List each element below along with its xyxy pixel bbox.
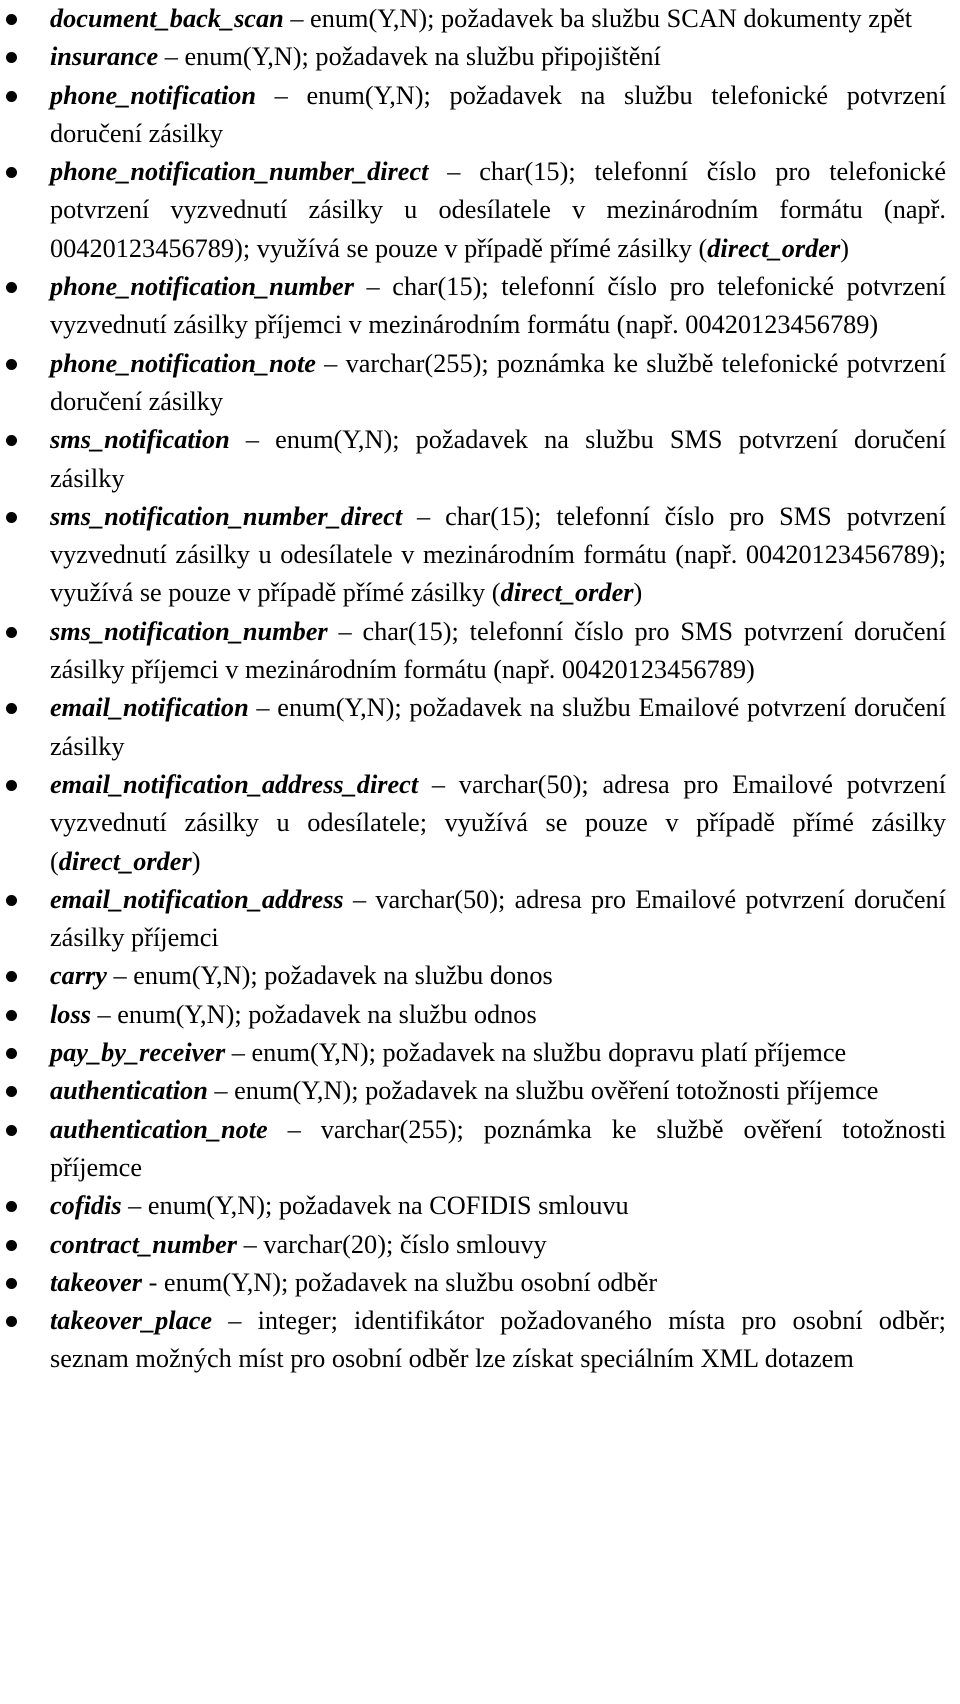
field-name: takeover [50, 1267, 143, 1297]
bullet-icon [6, 895, 17, 906]
field-name: authentication_note [50, 1114, 268, 1144]
list-item [0, 0, 950, 38]
field-description: varchar(20); číslo smlouvy [263, 1229, 547, 1259]
separator: – [225, 1038, 252, 1068]
field-description: varchar(255); poznámka ke službě telefonické potvrzení doručení zásilky [50, 348, 946, 416]
list-item [0, 1187, 950, 1225]
list-item [0, 766, 950, 881]
list-item [0, 77, 950, 154]
field-name: insurance [50, 42, 159, 72]
bullet-icon [6, 1086, 17, 1097]
bullet-icon [6, 435, 17, 446]
field-name: carry [50, 961, 107, 991]
field-name: email_notification_address [50, 884, 344, 914]
field-name: email_notification_address_direct [50, 769, 419, 799]
separator: – [248, 693, 278, 723]
field-description: enum(Y,N); požadavek na službu SMS potvrzení doručení zásilky [50, 425, 947, 493]
bullet-icon [6, 512, 17, 523]
field-description: varchar(255); poznámka ke službě ověření totožnosti příjemce [50, 1114, 947, 1182]
list-item [0, 1072, 950, 1110]
bullet-icon [6, 1201, 17, 1212]
field-name: phone_notification [50, 80, 257, 110]
field-description: enum(Y,N); požadavek na službu ověření totožnosti příjemce [234, 1076, 879, 1106]
separator: – [106, 961, 134, 991]
separator: – [418, 769, 459, 799]
separator: – [212, 1306, 258, 1336]
bullet-icon [6, 1278, 17, 1289]
field-reference: direct_order [707, 233, 841, 263]
list-item [0, 1111, 950, 1188]
field-name: email_notification [50, 693, 249, 723]
list-item [0, 268, 950, 345]
separator: - [142, 1267, 164, 1297]
separator: – [353, 272, 393, 302]
separator: – [237, 1229, 264, 1259]
list-item [0, 421, 950, 498]
list-item [0, 689, 950, 766]
field-name: takeover_place [50, 1306, 213, 1336]
list-item [0, 345, 950, 422]
bullet-icon [6, 627, 17, 638]
bullet-icon [6, 1048, 17, 1059]
field-description: char(15); telefonní číslo pro SMS potvrzení vyzvednutí zásilky u odesílatele v mezinárodním formátu (např. 00420123456789); využívá se pouze v případě přímé zásilky ( [50, 501, 946, 608]
list-item [0, 153, 950, 268]
list-item [0, 1226, 950, 1264]
description-tail: ) [191, 846, 201, 876]
bullet-icon [6, 282, 17, 293]
separator: – [402, 501, 446, 531]
field-description: enum(Y,N); požadavek na službu osobní odběr [163, 1267, 658, 1297]
bullet-icon [6, 1010, 17, 1021]
field-description: char(15); telefonní číslo pro SMS potvrzení doručení zásilky příjemci v mezinárodním formátu (např. 00420123456789) [50, 616, 946, 685]
field-name: authentication [50, 1076, 208, 1106]
field-description: enum(Y,N); požadavek na COFIDIS smlouvu [147, 1191, 629, 1221]
field-description: enum(Y,N); požadavek ba službu SCAN dokumenty zpět [310, 4, 913, 33]
field-name: sms_notification_number_direct [50, 501, 403, 531]
bullet-icon [6, 703, 17, 714]
field-name: contract_number [50, 1229, 238, 1259]
separator: – [327, 616, 363, 646]
bullet-icon [6, 91, 17, 102]
field-name: document_back_scan [50, 4, 284, 33]
bullet-icon [6, 167, 17, 178]
separator: – [343, 884, 376, 914]
field-description: enum(Y,N); požadavek na službu odnos [117, 999, 537, 1029]
separator: – [229, 425, 276, 455]
field-reference: direct_order [58, 846, 192, 876]
separator: – [267, 1114, 321, 1144]
list-item [0, 38, 950, 76]
bullet-icon [6, 52, 17, 63]
bullet-icon [6, 1125, 17, 1136]
description-tail: ) [633, 578, 643, 608]
list-item [0, 957, 950, 995]
separator: – [158, 42, 185, 72]
field-name: phone_notification_number_direct [50, 157, 429, 187]
bullet-icon [6, 780, 17, 791]
separator: – [90, 999, 118, 1029]
list-item [0, 881, 950, 958]
description-tail: ) [840, 233, 849, 263]
field-description: integer; identifikátor požadovaného místa pro osobní odběr; seznam možných míst pro osobní odběr lze získat speciálním XML dotazem [50, 1306, 946, 1374]
field-name: phone_notification_note [50, 348, 316, 378]
field-description: varchar(50); adresa pro Emailové potvrzení doručení zásilky příjemci [50, 884, 946, 953]
separator: – [207, 1076, 235, 1106]
separator: – [315, 348, 346, 378]
field-name: sms_notification_number [50, 616, 328, 646]
list-item [0, 1264, 950, 1302]
bullet-icon [6, 14, 17, 25]
field-description: varchar(50); adresa pro Emailové potvrzení vyzvednutí zásilky u odesílatele; využívá se pouze v případě přímé zásilky ( [50, 769, 947, 876]
field-name: sms_notification [50, 425, 230, 455]
field-description: enum(Y,N); požadavek na službu dopravu platí příjemce [251, 1038, 847, 1068]
list-item [0, 996, 950, 1034]
field-description: enum(Y,N); požadavek na službu telefonické potvrzení doručení zásilky [50, 80, 946, 148]
field-name: phone_notification_number [50, 272, 354, 302]
field-name: loss [50, 999, 91, 1029]
separator: – [121, 1191, 148, 1221]
bullet-icon [6, 1240, 17, 1251]
field-description: char(15); telefonní číslo pro telefonické potvrzení vyzvednutí zásilky příjemci v mezinárodním formátu (např. 00420123456789) [50, 272, 946, 340]
field-reference: direct_order [500, 578, 634, 608]
field-description: enum(Y,N); požadavek na službu připojištění [184, 42, 661, 72]
separator: – [256, 80, 307, 110]
field-name: pay_by_receiver [50, 1038, 226, 1068]
bullet-icon [6, 359, 17, 370]
field-description: enum(Y,N); požadavek na službu Emailové potvrzení doručení zásilky [50, 693, 947, 761]
list-item [0, 613, 950, 690]
bullet-icon [6, 1316, 17, 1327]
field-description: char(15); telefonní číslo pro telefonické potvrzení vyzvednutí zásilky u odesílatele v mezinárodním formátu (např. 00420123456789); využívá se pouze v případě přímé zásilky ( [50, 157, 947, 263]
list-item [0, 1034, 950, 1072]
list-item [0, 498, 950, 613]
bullet-icon [6, 971, 17, 982]
field-name: cofidis [50, 1191, 122, 1221]
separator: – [428, 157, 480, 187]
field-description: enum(Y,N); požadavek na službu donos [133, 961, 553, 991]
separator: – [283, 4, 311, 33]
list-item [0, 1302, 950, 1379]
